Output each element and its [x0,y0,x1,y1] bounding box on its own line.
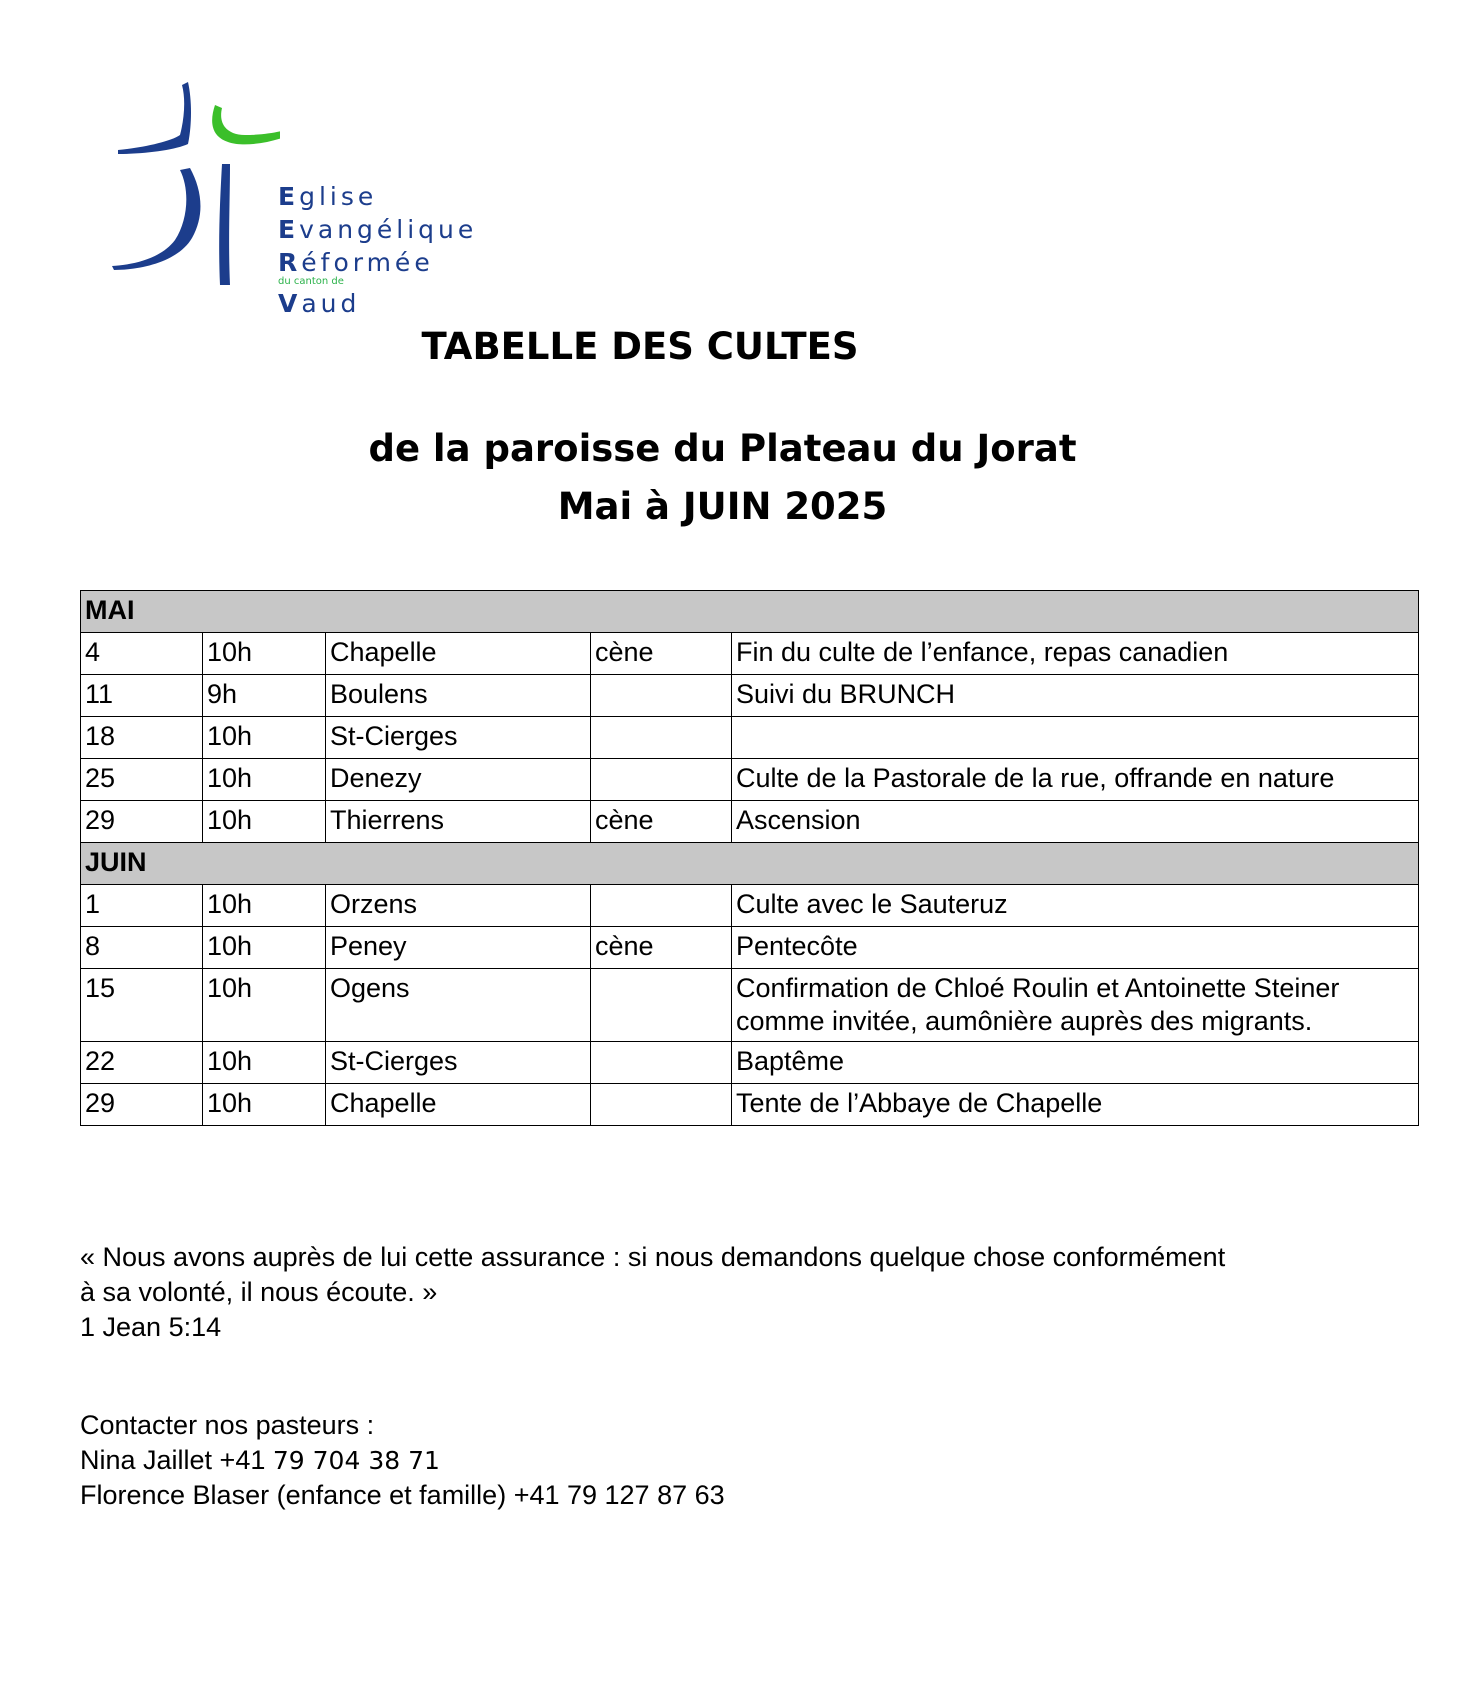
cell-place: Chapelle [326,633,591,675]
table-row [81,675,1419,717]
cell-cene: cène [591,927,732,969]
cross-logo-icon [110,80,280,320]
cell-note [732,717,1419,759]
schedule-table [80,590,1419,1126]
cell-day: 8 [81,927,203,969]
logo-line-canton: du canton de [278,276,344,287]
cell-place: Denezy [326,759,591,801]
cell-cene [591,885,732,927]
cell-time: 10h [203,633,326,675]
month-name: MAI [81,591,1419,633]
table-row [81,1042,1419,1084]
cell-place: Ogens [326,969,591,1042]
table-row [81,759,1419,801]
logo-line-reformee: Réformée [278,248,434,277]
cell-day: 18 [81,717,203,759]
cell-place: Boulens [326,675,591,717]
quote-line-1: « Nous avons auprès de lui cette assurance : si nous demandons quelque chose conformément [80,1242,1226,1272]
cell-day: 22 [81,1042,203,1084]
cell-note: Baptême [732,1042,1419,1084]
cell-place: Chapelle [326,1084,591,1126]
cell-day: 1 [81,885,203,927]
cell-place: St-Cierges [326,717,591,759]
cell-note: Ascension [732,801,1419,843]
month-name: JUIN [81,843,1419,885]
quote-reference: 1 Jean 5:14 [80,1312,222,1342]
cell-note: Pentecôte [732,927,1419,969]
contact-pastor-2: Florence Blaser (enfance et famille) +41 79 127 87 63 [80,1480,725,1510]
cell-note: Fin du culte de l’enfance, repas canadien [732,633,1419,675]
logo-line-vaud: Vaud [278,289,361,318]
logo-line-eglise: Eglise [278,182,378,211]
cell-time: 10h [203,1084,326,1126]
contact-heading: Contacter nos pasteurs : [80,1410,375,1440]
cell-day: 29 [81,1084,203,1126]
cell-time: 10h [203,1042,326,1084]
cell-day: 29 [81,801,203,843]
table-row [81,885,1419,927]
cell-place: Thierrens [326,801,591,843]
cell-time: 10h [203,759,326,801]
page-subtitle [0,420,1445,536]
cell-place: Orzens [326,885,591,927]
cell-time: 10h [203,927,326,969]
cell-time: 10h [203,885,326,927]
table-row [81,1084,1419,1126]
logo-wordmark [278,180,477,320]
contact-block [80,1408,725,1513]
pastor-1-phone: 79 704 38 71 [272,1446,440,1475]
cell-time: 10h [203,969,326,1042]
table-row [81,927,1419,969]
table-row [81,969,1419,1042]
cell-cene [591,1084,732,1126]
cell-cene [591,969,732,1042]
cell-day: 15 [81,969,203,1042]
cell-cene: cène [591,801,732,843]
cell-place: St-Cierges [326,1042,591,1084]
cell-cene [591,717,732,759]
cell-note: Confirmation de Chloé Roulin et Antoinette Steiner comme invitée, aumônière auprès des migrants. [732,969,1419,1042]
month-header-row [81,843,1419,885]
cell-day: 4 [81,633,203,675]
cell-cene: cène [591,633,732,675]
cell-cene [591,1042,732,1084]
cell-note: Tente de l’Abbaye de Chapelle [732,1084,1419,1126]
cell-cene [591,759,732,801]
cell-time: 10h [203,717,326,759]
table-row [81,633,1419,675]
cell-time: 10h [203,801,326,843]
quote-line-2: à sa volonté, il nous écoute. » [80,1277,438,1307]
bible-quote [80,1240,1380,1345]
subtitle-parish: de la paroisse du Plateau du Jorat [368,427,1077,470]
cell-note: Culte de la Pastorale de la rue, offrande en nature [732,759,1419,801]
cell-note: Suivi du BRUNCH [732,675,1419,717]
cell-note: Culte avec le Sauteruz [732,885,1419,927]
month-header-row [81,591,1419,633]
cell-place: Peney [326,927,591,969]
page-title: TABELLE DES CULTES [421,325,859,368]
eerv-logo [110,80,478,320]
table-row [81,801,1419,843]
cell-time: 9h [203,675,326,717]
subtitle-period: Mai à JUIN 2025 [557,485,888,528]
contact-pastor-1 [80,1443,725,1478]
cell-day: 25 [81,759,203,801]
cell-cene [591,675,732,717]
table-row [81,717,1419,759]
logo-line-evangelique: Evangélique [278,215,478,244]
pastor-1-name: Nina Jaillet +41 [80,1445,266,1475]
cell-day: 11 [81,675,203,717]
